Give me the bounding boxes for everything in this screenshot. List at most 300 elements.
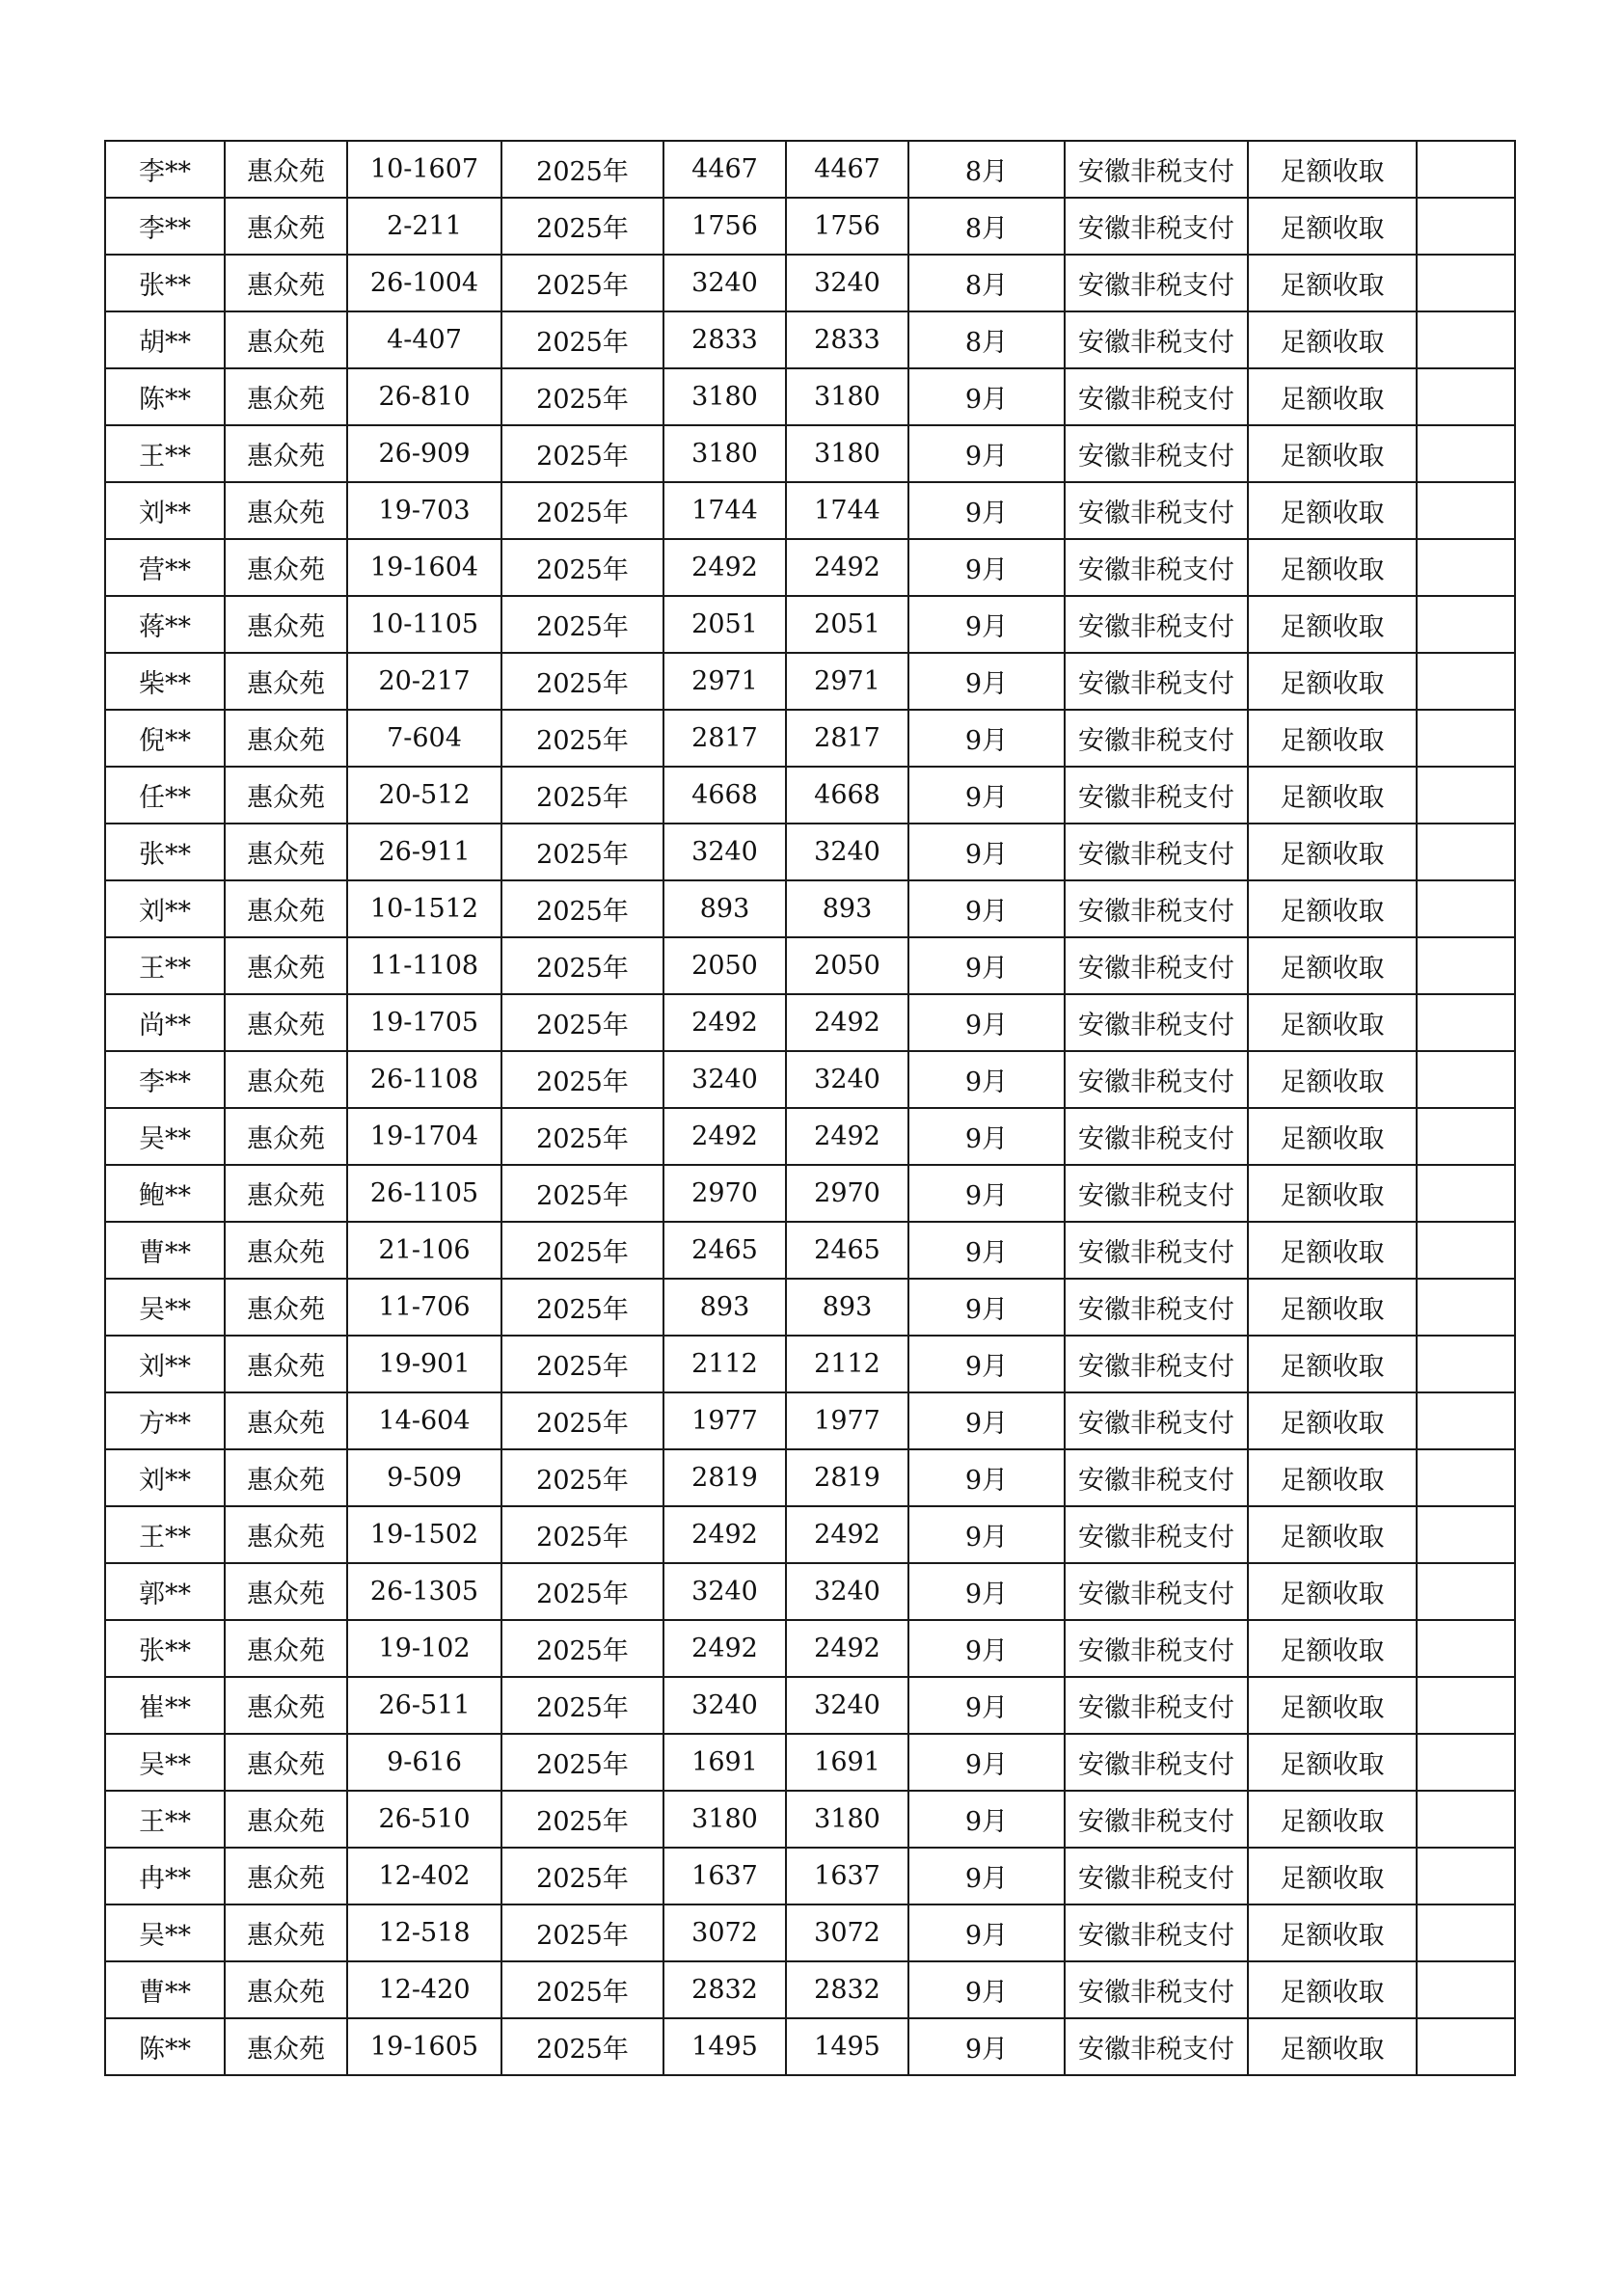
cell-year: 2025年 xyxy=(501,368,663,425)
cell-name: 崔** xyxy=(105,1677,225,1734)
cell-name: 郭** xyxy=(105,1563,225,1620)
cell-community: 惠众苑 xyxy=(225,1279,347,1336)
cell-collection-status: 足额收取 xyxy=(1248,311,1417,368)
cell-year: 2025年 xyxy=(501,937,663,994)
cell-remark xyxy=(1417,368,1515,425)
cell-community: 惠众苑 xyxy=(225,539,347,596)
cell-name: 刘** xyxy=(105,1449,225,1506)
cell-year: 2025年 xyxy=(501,710,663,767)
cell-unit: 26-510 xyxy=(347,1791,501,1848)
table-row xyxy=(105,368,1515,425)
cell-remark xyxy=(1417,1051,1515,1108)
cell-community: 惠众苑 xyxy=(225,1961,347,2018)
cell-year: 2025年 xyxy=(501,596,663,653)
cell-unit: 12-518 xyxy=(347,1904,501,1961)
cell-collection-status: 足额收取 xyxy=(1248,1449,1417,1506)
cell-name: 王** xyxy=(105,937,225,994)
cell-unit: 19-901 xyxy=(347,1336,501,1392)
table-row xyxy=(105,1791,1515,1848)
cell-amount-due: 3240 xyxy=(663,1677,786,1734)
cell-payment-method: 安徽非税支付 xyxy=(1065,1165,1248,1222)
cell-community: 惠众苑 xyxy=(225,824,347,880)
cell-amount-paid: 3240 xyxy=(786,255,908,311)
cell-amount-paid: 1691 xyxy=(786,1734,908,1791)
cell-month: 8月 xyxy=(908,198,1065,255)
cell-remark xyxy=(1417,311,1515,368)
cell-year: 2025年 xyxy=(501,482,663,539)
cell-amount-due: 2833 xyxy=(663,311,786,368)
cell-payment-method: 安徽非税支付 xyxy=(1065,539,1248,596)
cell-name: 胡** xyxy=(105,311,225,368)
cell-unit: 12-402 xyxy=(347,1848,501,1904)
cell-name: 柴** xyxy=(105,653,225,710)
cell-unit: 11-1108 xyxy=(347,937,501,994)
cell-amount-paid: 1977 xyxy=(786,1392,908,1449)
cell-name: 曹** xyxy=(105,1222,225,1279)
cell-payment-method: 安徽非税支付 xyxy=(1065,425,1248,482)
cell-unit: 26-1105 xyxy=(347,1165,501,1222)
cell-amount-due: 2817 xyxy=(663,710,786,767)
cell-amount-paid: 1495 xyxy=(786,2018,908,2075)
cell-community: 惠众苑 xyxy=(225,767,347,824)
cell-name: 李** xyxy=(105,141,225,198)
cell-collection-status: 足额收取 xyxy=(1248,767,1417,824)
cell-month: 9月 xyxy=(908,596,1065,653)
cell-remark xyxy=(1417,1791,1515,1848)
cell-remark xyxy=(1417,824,1515,880)
cell-amount-paid: 1637 xyxy=(786,1848,908,1904)
cell-amount-paid: 2492 xyxy=(786,1108,908,1165)
cell-month: 9月 xyxy=(908,1392,1065,1449)
cell-amount-due: 2050 xyxy=(663,937,786,994)
cell-collection-status: 足额收取 xyxy=(1248,1336,1417,1392)
cell-month: 9月 xyxy=(908,1051,1065,1108)
cell-collection-status: 足额收取 xyxy=(1248,255,1417,311)
cell-payment-method: 安徽非税支付 xyxy=(1065,1677,1248,1734)
cell-remark xyxy=(1417,255,1515,311)
cell-amount-due: 2492 xyxy=(663,1620,786,1677)
cell-remark xyxy=(1417,1734,1515,1791)
cell-amount-paid: 3180 xyxy=(786,368,908,425)
table-row xyxy=(105,141,1515,198)
cell-unit: 26-810 xyxy=(347,368,501,425)
cell-amount-paid: 1756 xyxy=(786,198,908,255)
cell-amount-due: 2970 xyxy=(663,1165,786,1222)
table-row xyxy=(105,1165,1515,1222)
cell-month: 9月 xyxy=(908,1620,1065,1677)
cell-amount-due: 3240 xyxy=(663,1563,786,1620)
table-row xyxy=(105,1620,1515,1677)
table-row xyxy=(105,1848,1515,1904)
cell-amount-due: 2819 xyxy=(663,1449,786,1506)
cell-unit: 20-217 xyxy=(347,653,501,710)
cell-year: 2025年 xyxy=(501,824,663,880)
cell-payment-method: 安徽非税支付 xyxy=(1065,1449,1248,1506)
cell-community: 惠众苑 xyxy=(225,1506,347,1563)
cell-remark xyxy=(1417,1563,1515,1620)
cell-month: 9月 xyxy=(908,824,1065,880)
cell-remark xyxy=(1417,994,1515,1051)
cell-month: 9月 xyxy=(908,653,1065,710)
cell-payment-method: 安徽非税支付 xyxy=(1065,880,1248,937)
cell-community: 惠众苑 xyxy=(225,1677,347,1734)
cell-community: 惠众苑 xyxy=(225,994,347,1051)
cell-month: 9月 xyxy=(908,1677,1065,1734)
cell-community: 惠众苑 xyxy=(225,368,347,425)
cell-collection-status: 足额收取 xyxy=(1248,1108,1417,1165)
cell-collection-status: 足额收取 xyxy=(1248,482,1417,539)
cell-month: 9月 xyxy=(908,994,1065,1051)
cell-collection-status: 足额收取 xyxy=(1248,824,1417,880)
cell-year: 2025年 xyxy=(501,1279,663,1336)
cell-year: 2025年 xyxy=(501,1051,663,1108)
cell-name: 吴** xyxy=(105,1108,225,1165)
cell-amount-paid: 2817 xyxy=(786,710,908,767)
cell-amount-paid: 4668 xyxy=(786,767,908,824)
cell-community: 惠众苑 xyxy=(225,653,347,710)
cell-name: 陈** xyxy=(105,368,225,425)
cell-name: 冉** xyxy=(105,1848,225,1904)
cell-collection-status: 足额收取 xyxy=(1248,596,1417,653)
cell-unit: 19-1502 xyxy=(347,1506,501,1563)
cell-remark xyxy=(1417,1677,1515,1734)
table-row xyxy=(105,1108,1515,1165)
table-row xyxy=(105,2018,1515,2075)
cell-name: 任** xyxy=(105,767,225,824)
cell-year: 2025年 xyxy=(501,1961,663,2018)
cell-payment-method: 安徽非税支付 xyxy=(1065,710,1248,767)
cell-remark xyxy=(1417,1904,1515,1961)
table-row xyxy=(105,937,1515,994)
cell-month: 9月 xyxy=(908,1848,1065,1904)
cell-community: 惠众苑 xyxy=(225,2018,347,2075)
cell-amount-paid: 2970 xyxy=(786,1165,908,1222)
cell-remark xyxy=(1417,482,1515,539)
cell-unit: 19-1605 xyxy=(347,2018,501,2075)
cell-name: 蒋** xyxy=(105,596,225,653)
cell-unit: 26-1305 xyxy=(347,1563,501,1620)
cell-remark xyxy=(1417,596,1515,653)
cell-unit: 19-1604 xyxy=(347,539,501,596)
cell-month: 9月 xyxy=(908,425,1065,482)
cell-month: 9月 xyxy=(908,880,1065,937)
cell-amount-paid: 2492 xyxy=(786,1506,908,1563)
cell-amount-paid: 893 xyxy=(786,1279,908,1336)
cell-unit: 2-211 xyxy=(347,198,501,255)
table-row xyxy=(105,482,1515,539)
cell-name: 张** xyxy=(105,1620,225,1677)
cell-amount-paid: 2492 xyxy=(786,994,908,1051)
cell-month: 9月 xyxy=(908,539,1065,596)
cell-month: 9月 xyxy=(908,1563,1065,1620)
table-row xyxy=(105,1336,1515,1392)
cell-amount-paid: 2832 xyxy=(786,1961,908,2018)
cell-unit: 9-616 xyxy=(347,1734,501,1791)
cell-name: 吴** xyxy=(105,1279,225,1336)
table-row xyxy=(105,994,1515,1051)
cell-collection-status: 足额收取 xyxy=(1248,1848,1417,1904)
table-row xyxy=(105,1449,1515,1506)
cell-unit: 12-420 xyxy=(347,1961,501,2018)
cell-year: 2025年 xyxy=(501,653,663,710)
cell-unit: 20-512 xyxy=(347,767,501,824)
table-row xyxy=(105,1904,1515,1961)
cell-community: 惠众苑 xyxy=(225,1620,347,1677)
cell-unit: 4-407 xyxy=(347,311,501,368)
cell-remark xyxy=(1417,1848,1515,1904)
cell-amount-due: 2832 xyxy=(663,1961,786,2018)
cell-amount-due: 1637 xyxy=(663,1848,786,1904)
cell-amount-paid: 2971 xyxy=(786,653,908,710)
cell-collection-status: 足额收取 xyxy=(1248,1392,1417,1449)
cell-amount-paid: 3240 xyxy=(786,1563,908,1620)
cell-payment-method: 安徽非税支付 xyxy=(1065,1336,1248,1392)
cell-amount-due: 2492 xyxy=(663,994,786,1051)
cell-unit: 9-509 xyxy=(347,1449,501,1506)
cell-community: 惠众苑 xyxy=(225,482,347,539)
cell-year: 2025年 xyxy=(501,1677,663,1734)
cell-year: 2025年 xyxy=(501,1848,663,1904)
cell-amount-due: 4668 xyxy=(663,767,786,824)
cell-community: 惠众苑 xyxy=(225,1222,347,1279)
cell-month: 9月 xyxy=(908,1279,1065,1336)
cell-name: 张** xyxy=(105,255,225,311)
cell-amount-paid: 2112 xyxy=(786,1336,908,1392)
cell-payment-method: 安徽非税支付 xyxy=(1065,1563,1248,1620)
cell-month: 9月 xyxy=(908,1961,1065,2018)
cell-amount-due: 2492 xyxy=(663,1108,786,1165)
cell-year: 2025年 xyxy=(501,767,663,824)
cell-collection-status: 足额收取 xyxy=(1248,937,1417,994)
cell-unit: 26-909 xyxy=(347,425,501,482)
cell-collection-status: 足额收取 xyxy=(1248,1620,1417,1677)
cell-month: 9月 xyxy=(908,1904,1065,1961)
cell-collection-status: 足额收取 xyxy=(1248,1563,1417,1620)
cell-year: 2025年 xyxy=(501,1165,663,1222)
cell-collection-status: 足额收取 xyxy=(1248,880,1417,937)
cell-amount-due: 2112 xyxy=(663,1336,786,1392)
cell-community: 惠众苑 xyxy=(225,1848,347,1904)
cell-remark xyxy=(1417,425,1515,482)
cell-payment-method: 安徽非税支付 xyxy=(1065,653,1248,710)
table-row xyxy=(105,1051,1515,1108)
cell-month: 9月 xyxy=(908,1108,1065,1165)
ledger-body xyxy=(105,141,1515,2075)
cell-amount-due: 4467 xyxy=(663,141,786,198)
cell-year: 2025年 xyxy=(501,880,663,937)
cell-collection-status: 足额收取 xyxy=(1248,1677,1417,1734)
cell-amount-due: 2492 xyxy=(663,539,786,596)
cell-month: 8月 xyxy=(908,311,1065,368)
cell-year: 2025年 xyxy=(501,1392,663,1449)
cell-month: 8月 xyxy=(908,255,1065,311)
cell-unit: 26-1108 xyxy=(347,1051,501,1108)
cell-community: 惠众苑 xyxy=(225,1449,347,1506)
table-row xyxy=(105,1279,1515,1336)
cell-community: 惠众苑 xyxy=(225,880,347,937)
cell-name: 刘** xyxy=(105,482,225,539)
cell-year: 2025年 xyxy=(501,1449,663,1506)
cell-payment-method: 安徽非税支付 xyxy=(1065,2018,1248,2075)
cell-month: 9月 xyxy=(908,2018,1065,2075)
cell-amount-paid: 2050 xyxy=(786,937,908,994)
cell-payment-method: 安徽非税支付 xyxy=(1065,1904,1248,1961)
table-row xyxy=(105,767,1515,824)
cell-community: 惠众苑 xyxy=(225,255,347,311)
payment-ledger-table xyxy=(104,140,1516,2076)
cell-community: 惠众苑 xyxy=(225,1791,347,1848)
cell-collection-status: 足额收取 xyxy=(1248,141,1417,198)
cell-collection-status: 足额收取 xyxy=(1248,1222,1417,1279)
cell-collection-status: 足额收取 xyxy=(1248,1961,1417,2018)
cell-year: 2025年 xyxy=(501,539,663,596)
cell-collection-status: 足额收取 xyxy=(1248,653,1417,710)
cell-amount-paid: 2833 xyxy=(786,311,908,368)
cell-name: 李** xyxy=(105,1051,225,1108)
cell-month: 9月 xyxy=(908,368,1065,425)
cell-collection-status: 足额收取 xyxy=(1248,198,1417,255)
cell-amount-due: 2465 xyxy=(663,1222,786,1279)
table-row xyxy=(105,653,1515,710)
cell-remark xyxy=(1417,198,1515,255)
table-row xyxy=(105,539,1515,596)
table-row xyxy=(105,824,1515,880)
cell-payment-method: 安徽非税支付 xyxy=(1065,937,1248,994)
cell-community: 惠众苑 xyxy=(225,1392,347,1449)
cell-amount-due: 3240 xyxy=(663,824,786,880)
cell-collection-status: 足额收取 xyxy=(1248,1051,1417,1108)
cell-community: 惠众苑 xyxy=(225,1051,347,1108)
cell-amount-due: 3240 xyxy=(663,1051,786,1108)
cell-name: 王** xyxy=(105,1791,225,1848)
table-row xyxy=(105,311,1515,368)
cell-collection-status: 足额收取 xyxy=(1248,1506,1417,1563)
cell-remark xyxy=(1417,1449,1515,1506)
cell-remark xyxy=(1417,1165,1515,1222)
cell-unit: 10-1512 xyxy=(347,880,501,937)
table-row xyxy=(105,255,1515,311)
cell-unit: 26-1004 xyxy=(347,255,501,311)
cell-name: 尚** xyxy=(105,994,225,1051)
cell-amount-paid: 3240 xyxy=(786,1677,908,1734)
cell-collection-status: 足额收取 xyxy=(1248,1734,1417,1791)
cell-year: 2025年 xyxy=(501,994,663,1051)
table-row xyxy=(105,596,1515,653)
cell-community: 惠众苑 xyxy=(225,1563,347,1620)
cell-month: 9月 xyxy=(908,1336,1065,1392)
cell-community: 惠众苑 xyxy=(225,141,347,198)
cell-month: 9月 xyxy=(908,1165,1065,1222)
cell-month: 9月 xyxy=(908,1734,1065,1791)
cell-collection-status: 足额收取 xyxy=(1248,710,1417,767)
cell-payment-method: 安徽非税支付 xyxy=(1065,368,1248,425)
cell-payment-method: 安徽非税支付 xyxy=(1065,1222,1248,1279)
cell-collection-status: 足额收取 xyxy=(1248,1279,1417,1336)
cell-year: 2025年 xyxy=(501,1620,663,1677)
cell-name: 陈** xyxy=(105,2018,225,2075)
table-row xyxy=(105,710,1515,767)
cell-amount-due: 1744 xyxy=(663,482,786,539)
cell-collection-status: 足额收取 xyxy=(1248,539,1417,596)
cell-collection-status: 足额收取 xyxy=(1248,994,1417,1051)
cell-amount-due: 3240 xyxy=(663,255,786,311)
cell-month: 9月 xyxy=(908,937,1065,994)
cell-collection-status: 足额收取 xyxy=(1248,1904,1417,1961)
cell-name: 刘** xyxy=(105,1336,225,1392)
cell-month: 8月 xyxy=(908,141,1065,198)
cell-community: 惠众苑 xyxy=(225,311,347,368)
cell-remark xyxy=(1417,1336,1515,1392)
cell-amount-paid: 3240 xyxy=(786,1051,908,1108)
cell-unit: 14-604 xyxy=(347,1392,501,1449)
cell-unit: 21-106 xyxy=(347,1222,501,1279)
cell-unit: 11-706 xyxy=(347,1279,501,1336)
cell-amount-due: 893 xyxy=(663,1279,786,1336)
cell-amount-paid: 4467 xyxy=(786,141,908,198)
cell-amount-due: 893 xyxy=(663,880,786,937)
cell-remark xyxy=(1417,1222,1515,1279)
cell-collection-status: 足额收取 xyxy=(1248,368,1417,425)
cell-amount-paid: 2492 xyxy=(786,1620,908,1677)
cell-community: 惠众苑 xyxy=(225,198,347,255)
cell-payment-method: 安徽非税支付 xyxy=(1065,1791,1248,1848)
cell-amount-paid: 3072 xyxy=(786,1904,908,1961)
cell-unit: 10-1607 xyxy=(347,141,501,198)
cell-amount-paid: 2492 xyxy=(786,539,908,596)
cell-amount-due: 3180 xyxy=(663,368,786,425)
cell-amount-paid: 3180 xyxy=(786,425,908,482)
cell-amount-paid: 2819 xyxy=(786,1449,908,1506)
table-row xyxy=(105,425,1515,482)
cell-remark xyxy=(1417,937,1515,994)
cell-unit: 26-511 xyxy=(347,1677,501,1734)
cell-payment-method: 安徽非税支付 xyxy=(1065,1848,1248,1904)
cell-month: 9月 xyxy=(908,1222,1065,1279)
table-row xyxy=(105,1734,1515,1791)
table-row xyxy=(105,1961,1515,2018)
cell-remark xyxy=(1417,653,1515,710)
cell-payment-method: 安徽非税支付 xyxy=(1065,1961,1248,2018)
cell-amount-due: 1977 xyxy=(663,1392,786,1449)
cell-remark xyxy=(1417,539,1515,596)
table-row xyxy=(105,1506,1515,1563)
cell-month: 9月 xyxy=(908,482,1065,539)
cell-payment-method: 安徽非税支付 xyxy=(1065,141,1248,198)
cell-payment-method: 安徽非税支付 xyxy=(1065,1506,1248,1563)
cell-community: 惠众苑 xyxy=(225,425,347,482)
cell-year: 2025年 xyxy=(501,1108,663,1165)
cell-community: 惠众苑 xyxy=(225,1108,347,1165)
table-row xyxy=(105,1392,1515,1449)
cell-name: 刘** xyxy=(105,880,225,937)
cell-name: 倪** xyxy=(105,710,225,767)
cell-amount-due: 1756 xyxy=(663,198,786,255)
cell-amount-due: 1691 xyxy=(663,1734,786,1791)
cell-amount-paid: 2465 xyxy=(786,1222,908,1279)
cell-name: 吴** xyxy=(105,1904,225,1961)
cell-remark xyxy=(1417,1961,1515,2018)
cell-community: 惠众苑 xyxy=(225,1165,347,1222)
cell-month: 9月 xyxy=(908,1506,1065,1563)
cell-unit: 19-102 xyxy=(347,1620,501,1677)
table-row xyxy=(105,1222,1515,1279)
cell-year: 2025年 xyxy=(501,1904,663,1961)
cell-payment-method: 安徽非税支付 xyxy=(1065,1392,1248,1449)
table-row xyxy=(105,880,1515,937)
cell-amount-paid: 893 xyxy=(786,880,908,937)
cell-unit: 10-1105 xyxy=(347,596,501,653)
cell-month: 9月 xyxy=(908,1449,1065,1506)
